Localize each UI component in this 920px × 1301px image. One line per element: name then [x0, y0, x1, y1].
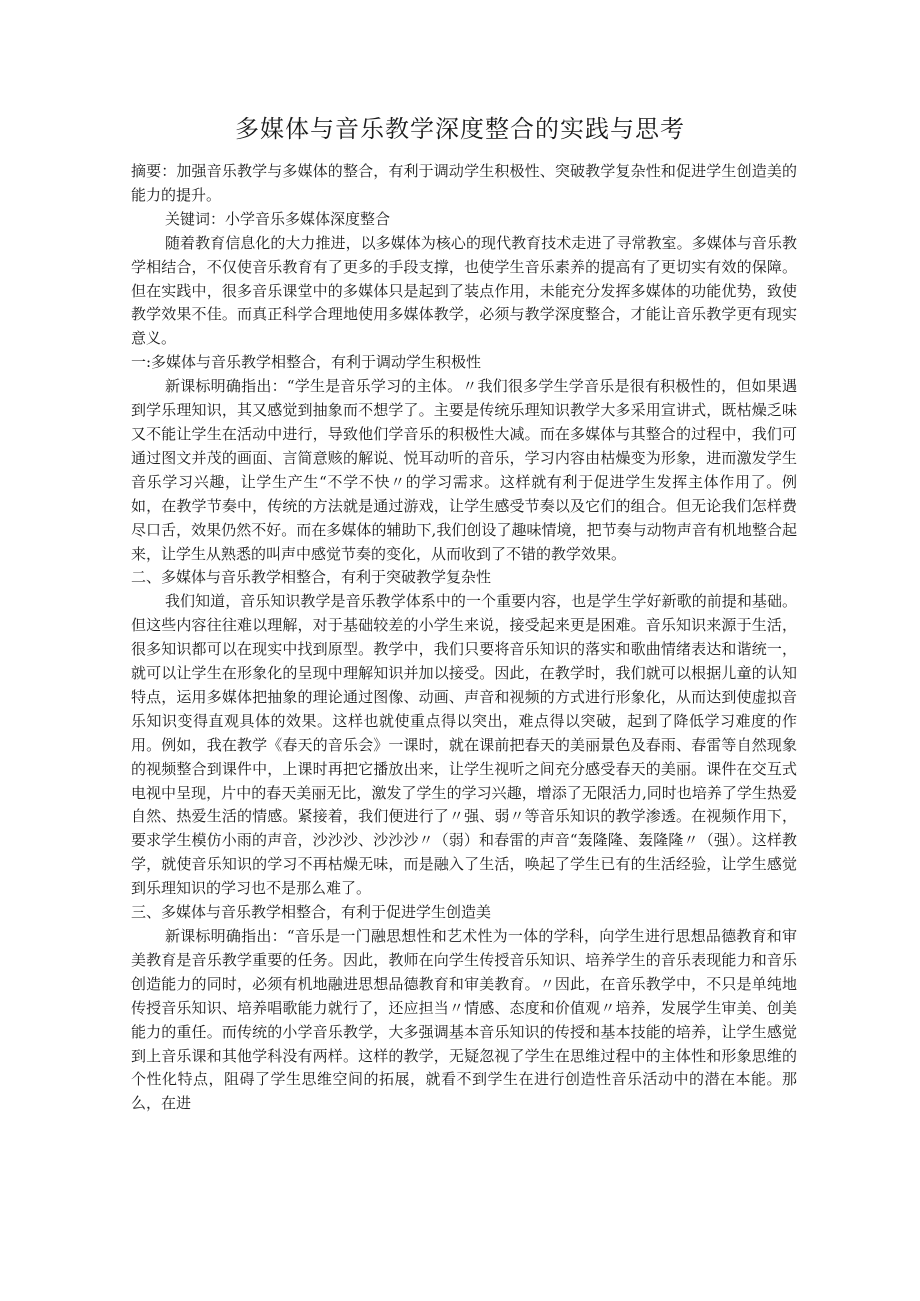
- section-2-paragraph: 我们知道，音乐知识教学是音乐教学体系中的一个重要内容，也是学生学好新歌的前提和基础。但这些内容往往难以理解，对于基础较差的小学生来说，接受起来更是困难。音乐知识来源于生活，很多知识都可以在现实中找到原型。教学中，我们只要将音乐知识的落实和歌曲情绪表达和谐统一，就可以让学生在形象化的呈现中理解知识并加以接受。因此，在教学时，我们就可以根据儿童的认知特点，运用多媒体把抽象的理论通过图像、动画、声音和视频的方式进行形象化，从而达到使虚拟音乐知识变得直观具体的效果。这样也就使重点得以突出，难点得以突破，起到了降低学习难度的作用。例如，我在教学《春天的音乐会》一课时，就在课前把春天的美丽景色及春雨、春雷等自然现象的视频整合到课件中，上课时再把它播放出来，让学生视听之间充分感受春天的美丽。课件在交互式电视中呈现，片中的春天美丽无比，激发了学生的学习兴趣，增添了无限活力,同时也培养了学生热爱自然、热爱生活的情感。紧接着，我们便进行了〃强、弱〃等音乐知识的教学渗透。在视频作用下，要求学生模仿小雨的声音，沙沙沙、沙沙沙〃（弱）和春雷的声音“轰隆隆、轰隆隆〃（强）。这样教学，就使音乐知识的学习不再枯燥无味，而是融入了生活，唤起了学生已有的生活经验，让学生感觉到乐理知识的学习也不是那么难了。: [131, 592, 797, 898]
- document-body: [131, 160, 797, 1116]
- document-title: 多媒体与音乐教学深度整合的实践与思考: [235, 115, 685, 143]
- keywords-paragraph: 关键词：小学音乐多媒体深度整合: [165, 209, 391, 228]
- section-2-heading: 二、多媒体与音乐教学相整合，有利于突破教学复杂性: [131, 568, 492, 587]
- abstract-paragraph: 摘要：加强音乐教学与多媒体的整合，有利于调动学生积极性、突破教学复杂性和促进学生创造美的能力的提升。: [131, 162, 797, 204]
- section-1-heading: 一:多媒体与音乐教学相整合，有利于调动学生积极性: [131, 353, 482, 372]
- section-3-heading: 三、多媒体与音乐教学相整合，有利于促进学生创造美: [131, 903, 492, 922]
- section-1-paragraph: 新课标明确指出：“学生是音乐学习的主体。〃我们很多学生学音乐是很有积极性的，但如果遇到学乐理知识，其又感觉到抽象而不想学了。主要是传统乐理知识教学大多采用宣讲式，既枯燥乏味又不能让学生在活动中进行，导致他们学音乐的积极性大减。而在多媒体与其整合的过程中，我们可通过图文并茂的画面、言简意赅的解说、悦耳动听的音乐，学习内容由枯燥变为形象，进而激发学生音乐学习兴趣，让学生产生“不学不快〃的学习需求。这样就有利于促进学生发挥主体作用了。例如，在教学节奏中，传统的方法就是通过游戏，让学生感受节奏以及它们的组合。但无论我们怎样费尽口舌，效果仍然不好。而在多媒体的辅助下,我们创设了趣味情境，把节奏与动物声音有机地整合起来，让学生从熟悉的叫声中感觉节奏的变化，从而收到了不错的教学效果。: [131, 377, 797, 563]
- intro-paragraph: 随着教育信息化的大力推进，以多媒体为核心的现代教育技术走进了寻常教室。多媒体与音乐教学相结合，不仅使音乐教育有了更多的手段支撑，也使学生音乐素养的提高有了更切实有效的保障。但在实践中，很多音乐课堂中的多媒体只是起到了装点作用，未能充分发挥多媒体的功能优势，致使教学效果不佳。而真正科学合理地使用多媒体教学，必须与教学深度整合，才能让音乐教学更有现实意义。: [131, 233, 797, 348]
- section-3-paragraph: 新课标明确指出：“音乐是一门融思想性和艺术性为一体的学科，向学生进行思想品德教育和审美教育是音乐教学重要的任务。因此，教师在向学生传授音乐知识、培养学生的音乐表现能力和音乐创造能力的同时，必须有机地融进思想品德教育和审美教育。〃因此，在音乐教学中，不只是单纯地传授音乐知识、培养唱歌能力就行了，还应担当〃情感、态度和价值观〃培养，发展学生审美、创美能力的重任。而传统的小学音乐教学，大多强调基本音乐知识的传授和基本技能的培养，让学生感觉到上音乐课和其他学科没有两样。这样的教学，无疑忽视了学生在思维过程中的主体性和形象思维的个性化特点，阻碍了学生思维空间的拓展，就看不到学生在进行创造性音乐活动中的潜在本能。那么，在进: [131, 927, 797, 1113]
